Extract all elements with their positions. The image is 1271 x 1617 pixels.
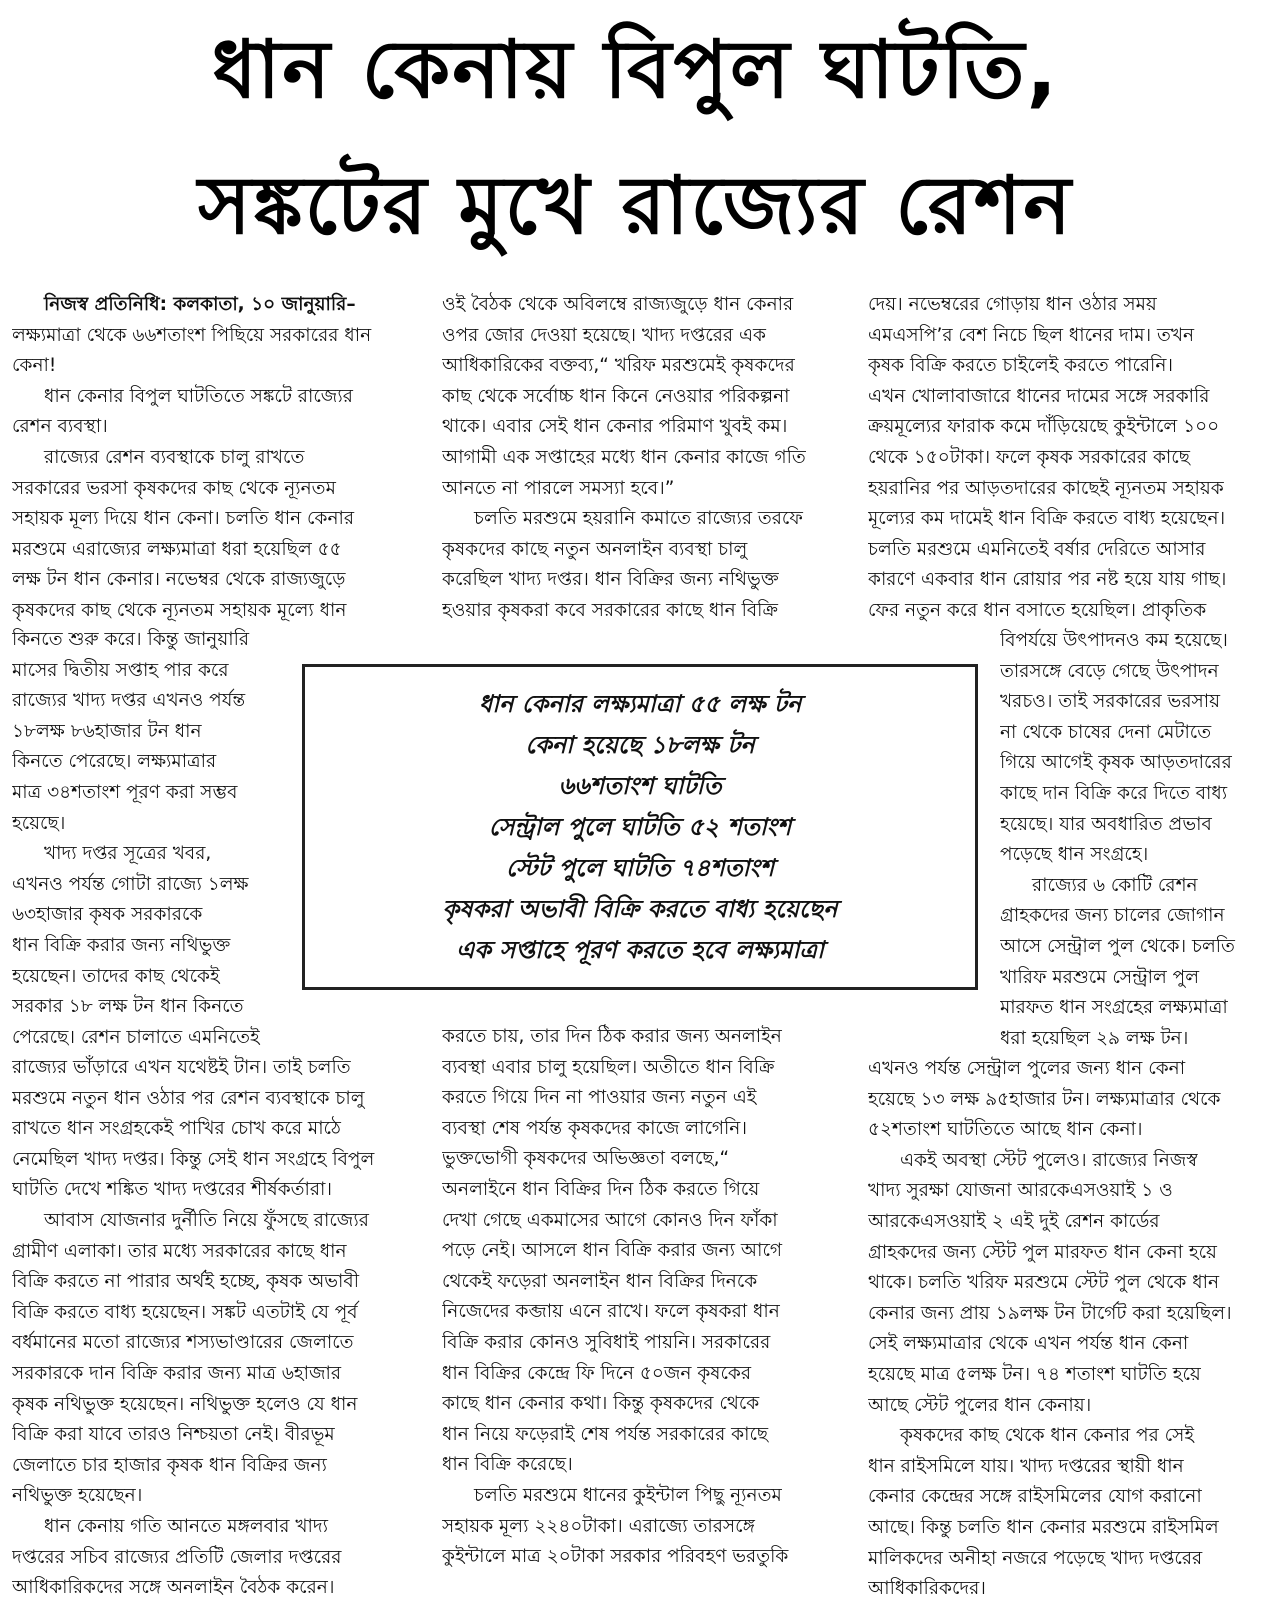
paragraph-line: এমএসপি’র বেশ নিচে ছিল ধানের দাম। তখন (868, 324, 1195, 346)
byline: নিজস্ব প্রতিনিধি: কলকাতা, ১০ জানুয়ারি– (44, 294, 356, 315)
paragraph-line: সহায়ক মূল্য ২২৪০টাকা। এরাজ্যে তারসঙ্গে (442, 1515, 755, 1537)
paragraph-line: ৫২শতাংশ ঘাটতিতে আছে ধান কেনা। (868, 1119, 1143, 1141)
paragraph-line: কাছে দান বিক্রি করে দিতে বাধ্য (1000, 782, 1228, 804)
paragraph-line: খারিফ মরশুমে সেন্ট্রাল পুল (1000, 966, 1199, 988)
paragraph-line: সরকারকে দান বিক্রি করার জন্য মাত্র ৬হাজার (12, 1362, 342, 1384)
highlight-line: ৬৬শতাংশ ঘাটতি (558, 771, 722, 800)
paragraph-line: কারণে একবার ধান রোয়ার পর নষ্ট হয়ে যায় গাছ। (868, 569, 1227, 591)
paragraph-line: তারসঙ্গে বেড়ে গেছে উৎপাদন (1000, 660, 1219, 682)
paragraph-line: আবাস যোজনার দুর্নীতি নিয়ে ফুঁসছে রাজ্যের (44, 1209, 369, 1231)
paragraph-line: কৃষক নথিভুক্ত হয়েছেন। নথিভুক্ত হলেও যে ধান (12, 1393, 358, 1415)
article-column-3-bottom (868, 1054, 1263, 1605)
highlight-line: স্টেট পুলে ঘাটতি ৭৪শতাংশ (505, 853, 775, 882)
paragraph-line: হয়েছেন। তাদের কাছ থেকেই (12, 965, 220, 987)
paragraph-line: মূল্যের কম দামেই ধান বিক্রি করতে বাধ্য হয়েছেন। (868, 508, 1226, 530)
paragraph-line: বিক্রি করতে বাধ্য হয়েছেন। সঙ্কট এতটাই যে পূর্ব (12, 1301, 358, 1323)
paragraph-line: বর্ধমানের মতো রাজ্যের শস্যভাণ্ডারের জেলাতে (12, 1332, 354, 1354)
paragraph-line: মরশুমে এরাজ্যের লক্ষ্যমাত্রা ধরা হয়েছিল ৫৫ (12, 538, 342, 560)
paragraph-line: সরকারের ভরসা কৃষকদের কাছ থেকে ন্যূনতম (12, 477, 336, 499)
highlight-box (302, 664, 978, 990)
article-column-1-top (12, 290, 407, 627)
paragraph-line: আনতে না পারলে সমস্যা হবে।” (442, 477, 675, 499)
paragraph-line: রাজ্যের ৬ কোটি রেশন (1032, 874, 1198, 896)
paragraph-line: খাদ্য দপ্তর সূত্রের খবর, (44, 843, 212, 865)
paragraph-line: এখন খোলাবাজারে ধানের দামের সঙ্গে সরকারি (868, 385, 1210, 407)
paragraph-line: আগামী এক সপ্তাহের মধ্যে ধান কেনার কাজে গতি (442, 446, 806, 468)
paragraph-line: ধান রাইসমিলে যায়। খাদ্য দপ্তরের স্থায়ী ধান (868, 1455, 1184, 1477)
paragraph-line: সহায়ক মূল্য দিয়ে ধান কেনা। চলতি ধান কেনার (12, 508, 355, 530)
paragraph-line: হয়রানির পর আড়তদারের কাছেই ন্যূনতম সহায়ক (868, 477, 1224, 499)
highlight-line: এক সপ্তাহে পূরণ করতে হবে লক্ষ্যমাত্রা (455, 935, 825, 964)
paragraph-line: এখনও পর্যন্ত গোটা রাজ্যে ১লক্ষ (12, 873, 249, 895)
paragraph-line: বিক্রি করার কোনও সুবিধাই পায়নি। সরকারের (442, 1331, 771, 1353)
paragraph-line: ধান কেনায় গতি আনতে মঙ্গলবার খাদ্য (44, 1515, 328, 1537)
paragraph-line: ওপর জোর দেওয়া হয়েছে। খাদ্য দপ্তরের এক (442, 324, 766, 346)
paragraph-line: আধিকারিকদের। (868, 1578, 986, 1600)
paragraph-line: লক্ষ টন ধান কেনার। নভেম্বর থেকে রাজ্যজুড়ে (12, 569, 346, 591)
paragraph-line: ফের নতুন করে ধান বসাতে হয়েছিল। প্রাকৃতিক (868, 599, 1207, 621)
paragraph-line: হয়েছে ১৩ লক্ষ ৯৫হাজার টন। লক্ষ্যমাত্রার থেকে (868, 1088, 1221, 1110)
paragraph-line: হয়েছে। (12, 812, 66, 834)
paragraph-line: দপ্তরের সচিব রাজ্যের প্রতিটি জেলার দপ্তরের (12, 1546, 342, 1568)
paragraph-line: গ্রাহকদের জন্য চালের জোগান (1000, 905, 1225, 927)
paragraph-line: হওয়ার কৃষকরা কবে সরকারের কাছে ধান বিক্রি (442, 599, 778, 621)
paragraph-line: চলতি মরশুমে হয়রানি কমাতে রাজ্যের তরফে (474, 508, 803, 530)
paragraph-line: থাকে। চলতি খরিফ মরশুমে স্টেট পুল থেকে ধান (868, 1272, 1220, 1294)
paragraph-line: বিক্রি করা যাবে তারও নিশ্চয়তা নেই। বীরভূম (12, 1424, 335, 1446)
paragraph-line: মাত্র ৩৪শতাংশ পূরণ করা সম্ভব (12, 781, 238, 803)
paragraph-line: চলতি মরশুমে এমনিতেই বর্ষার দেরিতে আসার (868, 538, 1206, 560)
article-column-3-top (868, 290, 1263, 627)
paragraph-line: হয়েছে মাত্র ৫লক্ষ টন। ৭৪ শতাংশ ঘাটতি হয়ে (868, 1363, 1201, 1385)
paragraph-line: মরশুমে নতুন ধান ওঠার পর রেশন ব্যবস্থাকে চালু (12, 1087, 365, 1109)
paragraph-line: কিনতে শুরু করে। কিন্তু জানুয়ারি (12, 629, 250, 650)
headline-line-1: ধান কেনায় বিপুল ঘাটতি, (212, 23, 1059, 116)
paragraph-line: কৃষকদের কাছ থেকে ধান কেনার পর সেই (900, 1425, 1194, 1447)
paragraph-line: সরকার ১৮ লক্ষ টন ধান কিনতে (12, 996, 244, 1018)
paragraph-line: এখনও পর্যন্ত সেন্ট্রাল পুলের জন্য ধান কেনা (868, 1058, 1186, 1079)
paragraph-line: নথিভুক্ত হয়েছেন। (12, 1485, 143, 1507)
paragraph-line: আছে। কিন্তু চলতি ধান কেনার মরশুমে রাইসমিল (868, 1516, 1219, 1538)
paragraph-line: রাখতে ধান সংগ্রহকেই পাখির চোখ করে মাঠে (12, 1118, 341, 1140)
paragraph-line: ব্যবস্থা শেষ পর্যন্ত কৃষকদের কাজে লাগেনি। (442, 1117, 747, 1139)
paragraph-line: নেমেছিল খাদ্য দপ্তর। কিন্তু সেই ধান সংগ্রহে বিপুল (12, 1148, 375, 1170)
paragraph-line: ধান নিয়ে ফড়েরাই শেষ পর্যন্ত সরকারের কাছে (442, 1423, 769, 1445)
paragraph-line: একই অবস্থা স্টেট পুলেও। রাজ্যের নিজস্ব (900, 1149, 1198, 1171)
paragraph-line: খাদ্য সুরক্ষা যোজনা আরকেএসওয়াই ১ ও (868, 1180, 1173, 1202)
paragraph-line: কৃষকদের কাছ থেকে ন্যূনতম সহায়ক মূল্যে ধান (12, 599, 347, 621)
paragraph-line: ধান বিক্রি করার জন্য নথিভুক্ত (12, 934, 231, 956)
article-column-2-top (442, 290, 835, 627)
paragraph-line: থাকে। এবার সেই ধান কেনার পরিমাণ খুবই কম। (442, 416, 788, 438)
paragraph-line: ১৮লক্ষ ৮৬হাজার টন ধান (12, 720, 202, 742)
paragraph-line: সেই লক্ষ্যমাত্রার থেকে এখন পর্যন্ত ধান কেনা (868, 1333, 1189, 1355)
paragraph-line: কেনার জন্য প্রায় ১৯লক্ষ টন টার্গেট করা হয়েছিল। (868, 1302, 1232, 1324)
article-column-2-bottom (442, 1022, 835, 1573)
paragraph-line: ব্যবস্থা এবার চালু হয়েছিল। অতীতে ধান বিক্রি (442, 1056, 775, 1078)
highlight-line: কৃষকরা অভাবী বিক্রি করতে বাধ্য হয়েছেন (442, 894, 838, 923)
paragraph-line: ধান বিক্রি করেছে। (442, 1454, 573, 1476)
paragraph-line: ওই বৈঠক থেকে অবিলম্বে রাজ্যজুড়ে ধান কেনার (442, 294, 794, 315)
article-column-1-bottom (12, 1053, 407, 1604)
paragraph-line: দেখা গেছে একমাসের আগে কোনও দিন ফাঁকা (442, 1209, 778, 1231)
paragraph-line: মাসের দ্বিতীয় সপ্তাহ পার করে (12, 659, 229, 681)
paragraph-line: জেলাতে চার হাজার কৃষক ধান বিক্রির জন্য (12, 1454, 327, 1476)
paragraph-line: করতে গিয়ে দিন না পাওয়ার জন্য নতুন এই (442, 1087, 757, 1109)
paragraph-line: চলতি মরশুমে ধানের কুইন্টাল পিছু ন্যূনতম (474, 1484, 782, 1506)
paragraph-line: আছে স্টেট পুলের ধান কেনায়। (868, 1394, 1092, 1416)
paragraph-line: লক্ষ্যমাত্রা থেকে ৬৬শতাংশ পিছিয়ে সরকারের ধান (12, 324, 372, 346)
paragraph-line: কেনা! (12, 355, 57, 377)
paragraph-line: থেকে ১৫০টাকা। ফলে কৃষক সরকারের কাছে (868, 446, 1190, 468)
paragraph-line: ৬৩হাজার কৃষক সরকারকে (12, 904, 203, 926)
paragraph-line: ধান বিক্রির কেন্দ্রে ফি দিনে ৫০জন কৃষকের (442, 1362, 752, 1384)
paragraph-line: আধিকারিকদের সঙ্গে অনলাইন বৈঠক করেন। (12, 1577, 335, 1599)
highlight-line: সেন্ট্রাল পুলে ঘাটতি ৫২ শতাংশ (488, 812, 792, 841)
paragraph-line: পড়ে নেই। আসলে ধান বিক্রি করার জন্য আগে (442, 1240, 783, 1262)
paragraph-line: কৃষক বিক্রি করতে চাইলেই করতে পারেনি। (868, 355, 1174, 377)
paragraph-line: দেয়। নভেম্বরের গোড়ায় ধান ওঠার সময় (868, 294, 1157, 315)
article-column-1-wrap (12, 625, 294, 1053)
paragraph-line: ধান কেনার বিপুল ঘাটতিতে সঙ্কটে রাজ্যের (44, 385, 353, 407)
paragraph-line: করতে চায়, তার দিন ঠিক করার জন্য অনলাইন (442, 1026, 782, 1047)
paragraph-line: কাছে ধান কেনার কথা। কিন্তু কৃষকদের থেকে (442, 1393, 760, 1415)
paragraph-line: গিয়ে আগেই কৃষক আড়তদারের (1000, 752, 1232, 774)
article-column-3-wrap (1000, 626, 1263, 1054)
paragraph-line: আসে সেন্ট্রাল পুল থেকে। চলতি (1000, 935, 1235, 957)
paragraph-line: হয়েছে। যার অবধারিত প্রভাব (1000, 813, 1212, 835)
paragraph-line: রাজ্যের খাদ্য দপ্তর এখনও পর্যন্ত (12, 690, 246, 712)
paragraph-line: ধরা হয়েছিল ২৯ লক্ষ টন। (1000, 1027, 1189, 1049)
paragraph-line: কুইন্টালে মাত্র ২০টাকা সরকার পরিবহণ ভরতুকি (442, 1546, 789, 1568)
paragraph-line: রাজ্যের ভাঁড়ারে এখন যথেষ্টই টান। তাই চলতি (12, 1057, 351, 1078)
paragraph-line: কৃষকদের কাছে নতুন অনলাইন ব্যবস্থা চালু (442, 538, 748, 560)
paragraph-line: ক্রয়মূল্যের ফারাক কমে দাঁড়িয়েছে কুইন্টালে ১০০ (868, 416, 1220, 438)
paragraph-line: মালিকদের অনীহা নজরে পড়েছে খাদ্য দপ্তরের (868, 1547, 1203, 1569)
paragraph-line: কেনার কেন্দ্রের সঙ্গে রাইসমিলের যোগ করানো (868, 1486, 1202, 1508)
paragraph-line: না থেকে চাষের দেনা মেটাতে (1000, 721, 1212, 743)
paragraph-line: বিক্রি করতে না পারার অর্থই হচ্ছে, কৃষক অভাবী (12, 1271, 360, 1293)
paragraph-line: অনলাইনে ধান বিক্রির দিন ঠিক করতে গিয়ে (442, 1178, 760, 1200)
paragraph-line: থেকেই ফড়েরা অনলাইন ধান বিক্রির দিনকে (442, 1270, 758, 1292)
paragraph-line: ভুক্তভোগী কৃষকদের অভিজ্ঞতা বলছে,“ (442, 1148, 730, 1170)
highlight-line: ধান কেনার লক্ষ্যমাত্রা ৫৫ লক্ষ টন (478, 689, 802, 718)
headline-line-2: সঙ্কটের মুখে রাজ্যের রেশন (198, 159, 1073, 252)
paragraph-line: রেশন ব্যবস্থা। (12, 416, 108, 438)
paragraph-line: পড়েছে ধান সংগ্রহে। (1000, 844, 1149, 866)
paragraph-line: মারফত ধান সংগ্রহের লক্ষ্যমাত্রা (1000, 997, 1228, 1019)
paragraph-line: করেছিল খাদ্য দপ্তর। ধান বিক্রির জন্য নথিভুক্ত (442, 569, 779, 591)
paragraph-line: গ্রামীণ এলাকা। তার মধ্যে সরকারের কাছে ধান (12, 1240, 347, 1262)
paragraph-line: রাজ্যের রেশন ব্যবস্থাকে চালু রাখতে (44, 446, 305, 468)
paragraph-line: পেরেছে। রেশন চালাতে এমনিতেই (12, 1026, 260, 1048)
paragraph-line: গ্রাহকদের জন্য স্টেট পুল মারফত ধান কেনা হয়ে (868, 1241, 1217, 1263)
paragraph-line: ঘাটতি দেখে শঙ্কিত খাদ্য দপ্তরের শীর্ষকর্তারা। (12, 1179, 333, 1201)
paragraph-line: আধিকারিকের বক্তব্য,“ খরিফ মরশুমেই কৃষকদের (442, 355, 795, 377)
paragraph-line: আরকেএসওয়াই ২ এই দুই রেশন কার্ডের (868, 1210, 1160, 1232)
paragraph-line: বিপর্যয়ে উৎপাদনও কম হয়েছে। (1000, 630, 1228, 651)
paragraph-line: কাছ থেকে সর্বোচ্চ ধান কিনে নেওয়ার পরিকল্পনা (442, 385, 790, 407)
paragraph-line: কিনতে পেরেছে। লক্ষ্যমাত্রার (12, 751, 217, 773)
paragraph-line: নিজেদের কব্জায় এনে রাখে। ফলে কৃষকরা ধান (442, 1301, 780, 1323)
paragraph-line: খরচও। তাই সরকারের ভরসায় (1000, 691, 1220, 713)
highlight-line: কেনা হয়েছে ১৮লক্ষ টন (525, 730, 755, 759)
